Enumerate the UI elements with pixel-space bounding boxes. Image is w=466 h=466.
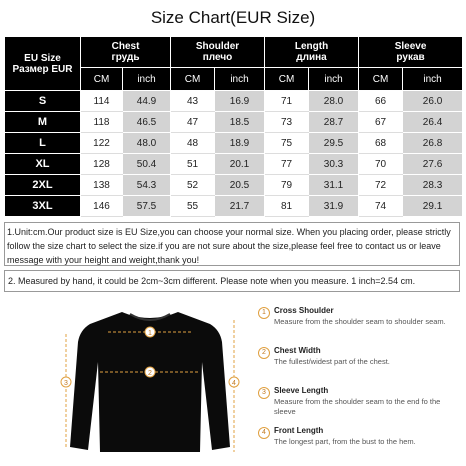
table-row (5, 133, 463, 154)
legend-desc: The fullest/widest part of the chest. (274, 357, 390, 366)
unit-cm: CM (81, 68, 123, 91)
svg-text:4: 4 (232, 380, 236, 387)
table-row (5, 175, 463, 196)
cm-value: 146 (81, 196, 123, 217)
cm-value: 77 (265, 154, 309, 175)
svg-text:1: 1 (148, 330, 152, 337)
legend-number: 4 (258, 427, 270, 439)
note-measure: 2. Measured by hand, it could be 2cm~3cm different. Please note when you measure. 1 inch=2.54 cm. (4, 270, 460, 292)
inch-value: 31.1 (309, 175, 359, 196)
unit-inch: inch (309, 68, 359, 91)
group-header-chest (81, 37, 171, 68)
size-rows (5, 91, 463, 217)
cm-value: 48 (171, 133, 215, 154)
legend-item (258, 306, 458, 346)
legend-desc: The longest part, from the bust to the hem. (274, 437, 416, 446)
cm-value: 128 (81, 154, 123, 175)
legend-item (258, 346, 458, 386)
inch-value: 26.4 (403, 112, 463, 133)
table-header-row (5, 37, 463, 68)
inch-value: 48.0 (123, 133, 171, 154)
inch-value: 57.5 (123, 196, 171, 217)
inch-value: 44.9 (123, 91, 171, 112)
inch-value: 20.1 (215, 154, 265, 175)
cm-value: 122 (81, 133, 123, 154)
inch-value: 30.3 (309, 154, 359, 175)
unit-inch: inch (123, 68, 171, 91)
legend-desc: Measure from the shoulder seam to the end fo the sleeve (274, 397, 441, 416)
inch-value: 27.6 (403, 154, 463, 175)
cm-value: 72 (359, 175, 403, 196)
legend-desc: Measure from the shoulder seam to shoulder seam. (274, 317, 446, 326)
size-header-ru: Размер EUR (12, 63, 73, 75)
inch-value: 28.7 (309, 112, 359, 133)
inch-value: 16.9 (215, 91, 265, 112)
cm-value: 68 (359, 133, 403, 154)
legend-item (258, 386, 458, 426)
unit-cm: CM (359, 68, 403, 91)
inch-value: 29.1 (403, 196, 463, 217)
legend-number: 2 (258, 347, 270, 359)
table-row (5, 196, 463, 217)
cm-value: 79 (265, 175, 309, 196)
inch-value: 18.9 (215, 133, 265, 154)
legend-number: 1 (258, 307, 270, 319)
inch-value: 20.5 (215, 175, 265, 196)
inch-value: 18.5 (215, 112, 265, 133)
legend-title: Sleeve Length (274, 386, 329, 395)
note-unit: 1.Unit:cm.Our product size is EU Size,you can choose your normal size. When you placing order, please strictly follow the size chart to select the size.if you are not sure about the size,please feel free to contact us or leave message with your height and weight,thank you! (4, 222, 460, 266)
size-label: 2XL (5, 175, 81, 196)
unit-inch: inch (215, 68, 265, 91)
inch-value: 29.5 (309, 133, 359, 154)
inch-value: 54.3 (123, 175, 171, 196)
cm-value: 138 (81, 175, 123, 196)
inch-value: 46.5 (123, 112, 171, 133)
group-en: Shoulder (195, 41, 240, 52)
cm-value: 43 (171, 91, 215, 112)
group-en: Sleeve (394, 41, 427, 52)
table-row (5, 154, 463, 175)
inch-value: 21.7 (215, 196, 265, 217)
group-ru: рукав (396, 52, 425, 63)
cm-value: 114 (81, 91, 123, 112)
legend-title: Front Length (274, 426, 324, 435)
cm-value: 81 (265, 196, 309, 217)
cm-value: 52 (171, 175, 215, 196)
unit-inch: inch (403, 68, 463, 91)
cm-value: 55 (171, 196, 215, 217)
size-header-en: EU Size (24, 52, 61, 64)
inch-value: 26.8 (403, 133, 463, 154)
group-ru: грудь (111, 52, 140, 63)
cm-value: 71 (265, 91, 309, 112)
size-label: M (5, 112, 81, 133)
table-row (5, 112, 463, 133)
legend-number: 3 (258, 387, 270, 399)
cm-value: 118 (81, 112, 123, 133)
group-header-sleeve (359, 37, 463, 68)
cm-value: 73 (265, 112, 309, 133)
inch-value: 28.0 (309, 91, 359, 112)
unit-cm: CM (171, 68, 215, 91)
inch-value: 26.0 (403, 91, 463, 112)
cm-value: 51 (171, 154, 215, 175)
legend-title: Cross Shoulder (274, 306, 334, 315)
size-label: XL (5, 154, 81, 175)
size-table (4, 36, 463, 217)
legend-title: Chest Width (274, 346, 321, 355)
svg-text:3: 3 (64, 380, 68, 387)
group-ru: плечо (202, 52, 233, 63)
group-en: Length (294, 41, 329, 52)
page-title: Size Chart(EUR Size) (150, 8, 316, 27)
size-header-cell (5, 37, 81, 91)
table-row (5, 91, 463, 112)
size-label: L (5, 133, 81, 154)
cm-value: 74 (359, 196, 403, 217)
group-ru: длина (296, 52, 327, 63)
group-header-length (265, 37, 359, 68)
group-header-shoulder (171, 37, 265, 68)
size-label: S (5, 91, 81, 112)
cm-value: 75 (265, 133, 309, 154)
size-label: 3XL (5, 196, 81, 217)
legend-item (258, 426, 458, 466)
svg-text:2: 2 (148, 370, 152, 377)
sweater-illustration (60, 302, 240, 462)
inch-value: 28.3 (403, 175, 463, 196)
group-en: Chest (111, 41, 140, 52)
cm-value: 70 (359, 154, 403, 175)
cm-value: 67 (359, 112, 403, 133)
cm-value: 66 (359, 91, 403, 112)
measure-legend (258, 306, 458, 466)
inch-value: 31.9 (309, 196, 359, 217)
cm-value: 47 (171, 112, 215, 133)
inch-value: 50.4 (123, 154, 171, 175)
unit-cm: CM (265, 68, 309, 91)
